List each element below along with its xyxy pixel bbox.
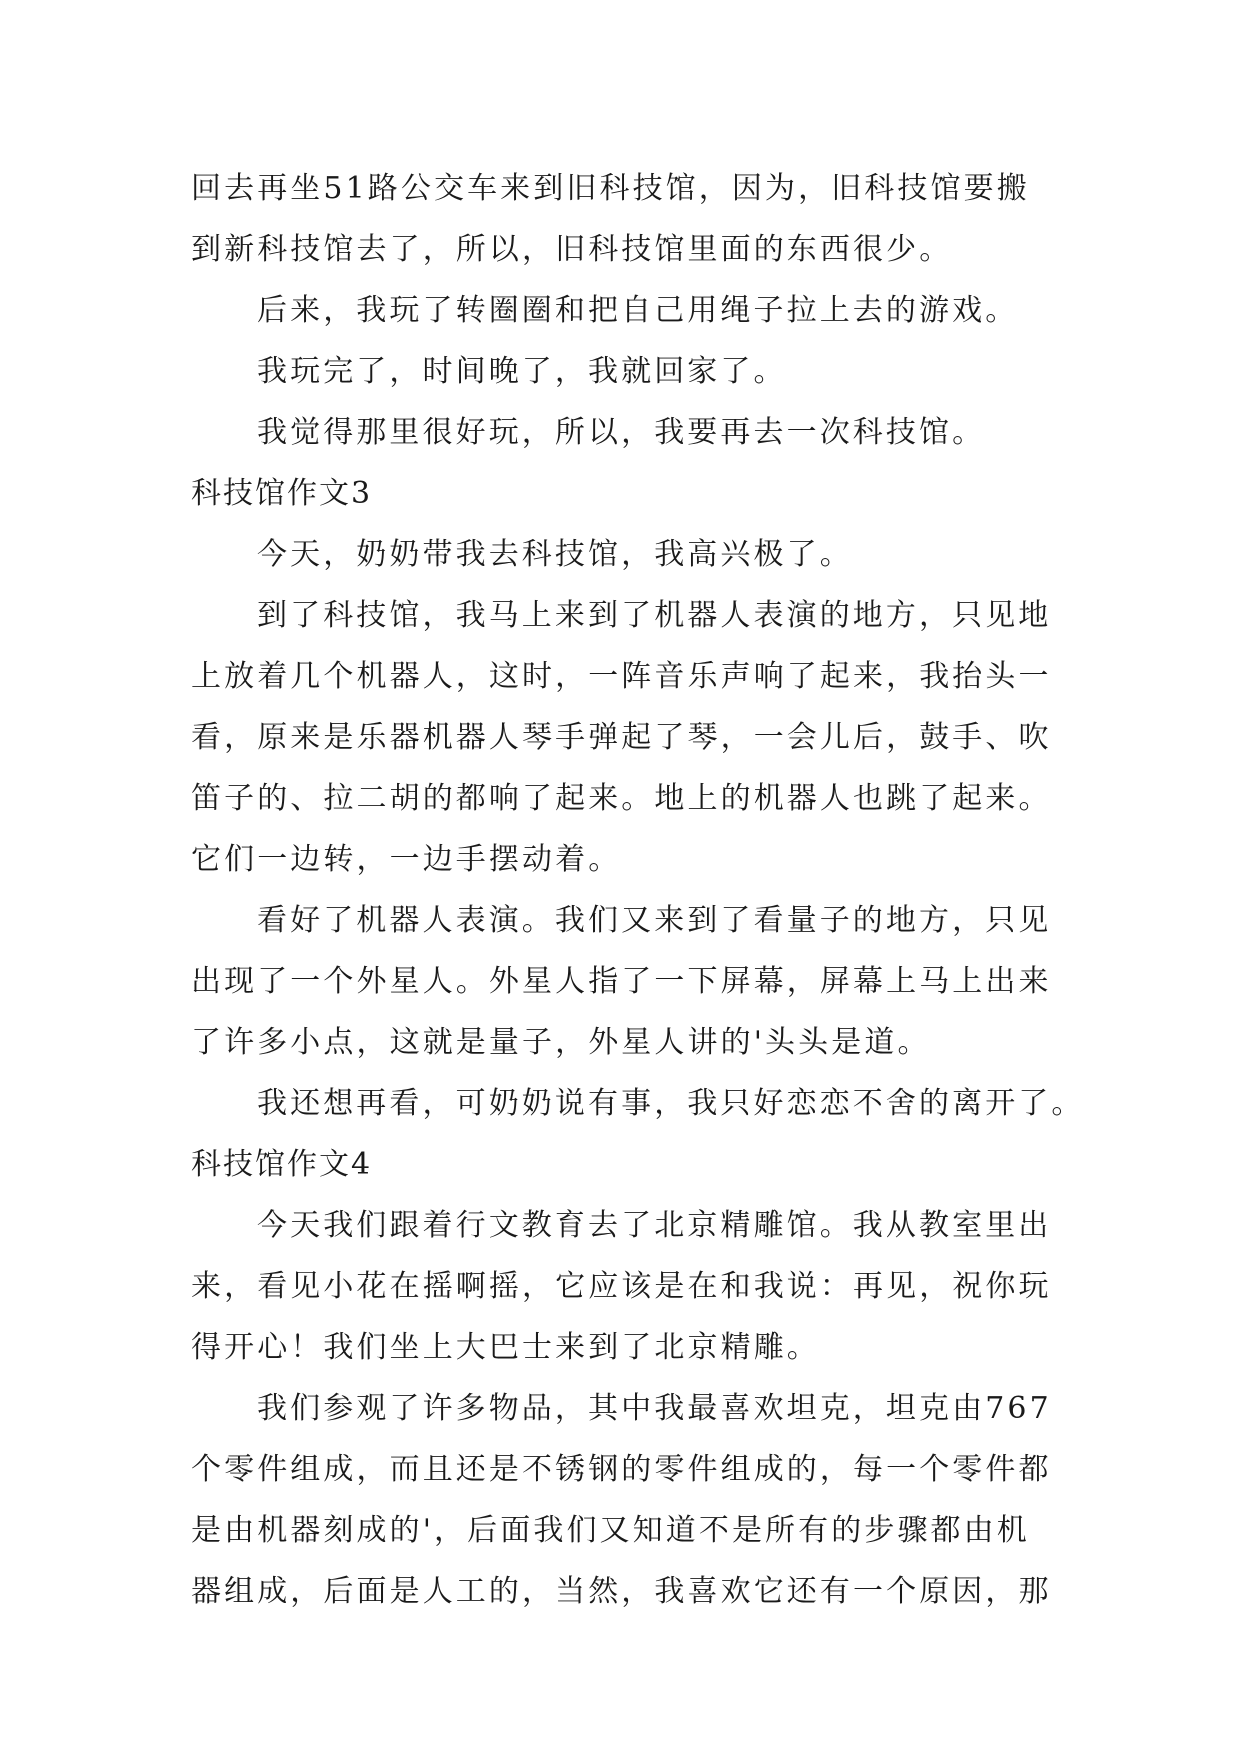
text-line: 了许多小点，这就是量子，外星人讲的'头头是道。 — [191, 1025, 931, 1060]
text-line: 我们参观了许多物品，其中我最喜欢坦克，坦克由767 — [257, 1391, 1052, 1426]
text-line: 回去再坐51路公交车来到旧科技馆，因为，旧科技馆要搬 — [191, 171, 1030, 206]
text-line: 我玩完了，时间晚了，我就回家了。 — [257, 354, 787, 389]
text-line: 笛子的、拉二胡的都响了起来。地上的机器人也跳了起来。 — [191, 781, 1052, 816]
document-page — [191, 158, 1085, 1622]
text-line: 后来，我玩了转圈圈和把自己用绳子拉上去的游戏。 — [257, 293, 1019, 328]
text-line: 器组成，后面是人工的，当然，我喜欢它还有一个原因，那 — [191, 1574, 1052, 1609]
text-line: 今天，奶奶带我去科技馆，我高兴极了。 — [257, 537, 853, 572]
text-line: 看好了机器人表演。我们又来到了看量子的地方，只见 — [257, 903, 1052, 938]
text-line: 出现了一个外星人。外星人指了一下屏幕，屏幕上马上出来 — [191, 964, 1052, 999]
text-line: 上放着几个机器人，这时，一阵音乐声响了起来，我抬头一 — [191, 659, 1052, 694]
text-line: 得开心！我们坐上大巴士来到了北京精雕。 — [191, 1330, 820, 1365]
text-line: 是由机器刻成的'，后面我们又知道不是所有的步骤都由机 — [191, 1513, 1030, 1548]
text-line: 来，看见小花在摇啊摇，它应该是在和我说：再见，祝你玩 — [191, 1269, 1052, 1304]
text-line: 它们一边转，一边手摆动着。 — [191, 842, 622, 877]
section-heading: 科技馆作文3 — [191, 476, 373, 511]
text-line: 个零件组成，而且还是不锈钢的零件组成的，每一个零件都 — [191, 1452, 1052, 1487]
text-line: 我觉得那里很好玩，所以，我要再去一次科技馆。 — [257, 415, 986, 450]
text-line: 看，原来是乐器机器人琴手弹起了琴，一会儿后，鼓手、吹 — [191, 720, 1052, 755]
text-line: 我还想再看，可奶奶说有事，我只好恋恋不舍的离开了。 — [257, 1086, 1085, 1121]
text-line: 到新科技馆去了，所以，旧科技馆里面的东西很少。 — [191, 232, 953, 267]
section-heading: 科技馆作文4 — [191, 1147, 373, 1182]
text-line: 今天我们跟着行文教育去了北京精雕馆。我从教室里出 — [257, 1208, 1052, 1243]
text-line: 到了科技馆，我马上来到了机器人表演的地方，只见地 — [257, 598, 1052, 633]
